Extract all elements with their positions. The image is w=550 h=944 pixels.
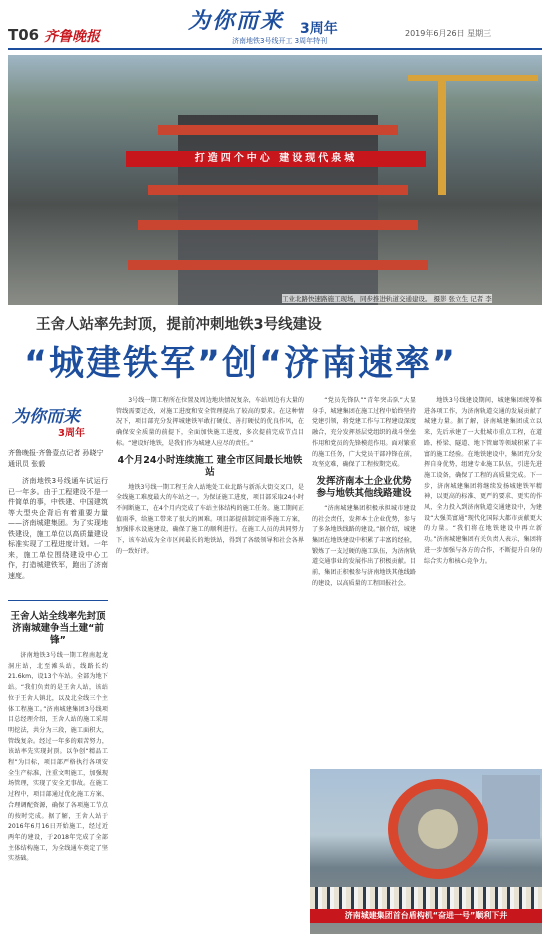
body-paragraph: 济南地铁3号线一期工程南起龙洞庄站，北至滩头站，线路长约21.6km，设13个车站。全部为地下站。“我们负责的是王舍人站，该站位于王舍人镇北，以及北全线三个主体工程施工。”济南城建集团3号线项目总经理介绍，王舍人站的施工采用明挖法，共分为三段，施工面积大，管线复杂。经过一年多的艰苦努力，该站率先实现封顶。以争创“精品工程”为目标，项目部严格执行各项安全生产标准，注重文明施工，加强现场管理，实现了安全无事故。在施工过程中，项目部通过优化施工方案、合理调配资源，确保了各项施工节点的按时完成。据了解，王舍人站于2016年6月16日开始施工，经过近两年的建设，于2018年完成了全部主体结构施工，为全线通车奠定了坚实基础。 [8,652,108,863]
steel-strut [138,220,418,230]
article-kicker: 王舍人站率先封顶，提前冲刺地铁3号线建设 [36,317,322,333]
crane-arm [408,75,538,81]
excavation-pit [178,115,378,305]
site-building [482,775,540,839]
header-rule [8,48,542,50]
section-heading: 4个月24小时连续施工 建全市区间最长地铁站 [117,454,303,478]
steel-strut [158,125,398,135]
article-column-3 [312,396,416,764]
byline-reporter: 齐鲁晚报·齐鲁壹点记者 孙晓宁 [8,449,104,457]
article-column-2 [116,396,304,936]
body-paragraph: “党员先锋队”“青年突击队”大显身手，城建集团在施工过程中始终坚持党建引领，将党建工作与工程建设深度融合，充分发挥基层党组织的战斗堡垒作用和党员的先锋模范作用。面对繁重的施工任务，广大党员干部冲锋在前，攻坚克难，确保了工程按期完成。 [312,397,416,469]
photo-caption: 工业北路快速路施工现场，同步推进轨道交通建设。 摄影 张立生 记者 李 [282,295,492,303]
steel-strut [148,185,408,195]
banner-subtitle: 济南地铁3号线开工 3周年特刊 [232,37,328,45]
workers-group [310,887,542,909]
lead-divider [8,600,108,601]
tbm-launch-photo [310,769,542,934]
banner-title: 为你而来 [188,9,285,34]
ceremony-banner: 济南城建集团首台盾构机“奋进一号”顺利下井 [310,909,542,923]
site-slogan-banner: 打造四个中心 建设现代泉城 [126,151,426,167]
body-paragraph: 地铁3号线建设期间，城建集团统筹推进各项工作，为济南轨道交通的发展贡献了城建力量。据了解，济南城建集团成立以来，先后承建了一大批城市重点工程，在道路、桥梁、隧道、地下管廊等领域积累了丰富的施工经验。在地铁建设中，集团充分发挥自身优势，组建专业施工队伍，引进先进施工设备，确保了工程的高质量完成。下一步，济南城建集团将继续发扬城建铁军精神，以更高的标准、更严的要求、更实的作风，全力投入到济南轨道交通建设中，为建设“大强美富通”现代化国际大都市贡献更大的力量。“我们将在地铁建设中再立新功。”济南城建集团有关负责人表示，集团将进一步加强与各方的合作，不断提升自身的综合实力和核心竞争力。 [424,397,542,565]
logo-subtitle: 3周年 [58,428,85,439]
section-heading: 王舍人站全线率先封顶 济南城建争当土建“前锋” [10,611,106,646]
byline [8,448,108,470]
body-paragraph: 3号线一期工程所在位置及周边地块情况复杂，车站周边有大量的管线需要迁改，对施工进度和安全管理提出了较高的要求。在这种情况下，项目部充分发挥城建铁军敢打硬仗、善打硬仗的优良作风，在确保安全质量的前提下，全面加快施工进度，多次提前完成节点目标。“建设好地铁，是我们作为城建人应尽的责任。” [116,397,304,447]
body-paragraph: “济南城建集团积极承担城市建设的社会责任，发挥本土企业优势，参与了多条地铁线路的建设。”据介绍，城建集团在地铁建设中积累了丰富的经验，锻炼了一支过硬的施工队伍，为济南轨道交通事业的发展作出了积极贡献。目前，集团正积极参与济南地铁其他线路的建设，以高质量的工程回报社会。 [312,504,416,587]
section-heading: 发挥济南本土企业优势 参与地铁其他线路建设 [316,475,412,499]
steel-strut [128,260,428,270]
construction-site-photo [8,55,542,305]
banner-flag: 3周年 [300,21,338,37]
page-header [0,0,550,52]
issue-date: 2019年6月26日 星期三 [405,29,492,38]
article-column-4 [424,396,542,764]
body-paragraph: 地铁3号线一期工程王舍人站地处工业北路与新泺大街交叉口，是全线施工难度最大的车站之一。为保证施工进度，项目部采取24小时不间断施工，在4个月内完成了车站主体结构的施工任务。施工期间正值雨季，给施工带来了很大的困难。项目部提前制定雨季施工方案，加强排水设施建设，确保了施工的顺利进行。在施工人员的共同努力下，该车站成为全市区间最长的地铁站，得到了各级领导和社会各界的一致好评。 [116,483,304,555]
newspaper-name: 齐鲁晚报 [44,29,100,45]
logo-title: 为你而来 [12,407,80,427]
byline-correspondent: 通讯员 张毅 [8,460,46,468]
page-number: T06 [8,26,40,44]
article-lead [8,476,108,581]
crane [438,75,446,195]
article-headline: “城建铁军”创“济南速率” [24,344,458,384]
cutterhead-hub [418,809,458,849]
anniversary-logo [8,396,102,444]
article-column-1 [8,606,108,936]
special-edition-banner [178,4,356,48]
lead-paragraph: 济南地铁3号线通车试运行已一年多。由于工程建设不是一件简单的事，中铁建、中国建筑等大型央企背后有着重要力量——济南城建集团。为了实现地铁建设，施工单位以高质量建设标准实现了工程进度计划。一年来，施工单位围绕建设中心工作，打造城建铁军，跑出了济南速度。 [8,477,108,580]
